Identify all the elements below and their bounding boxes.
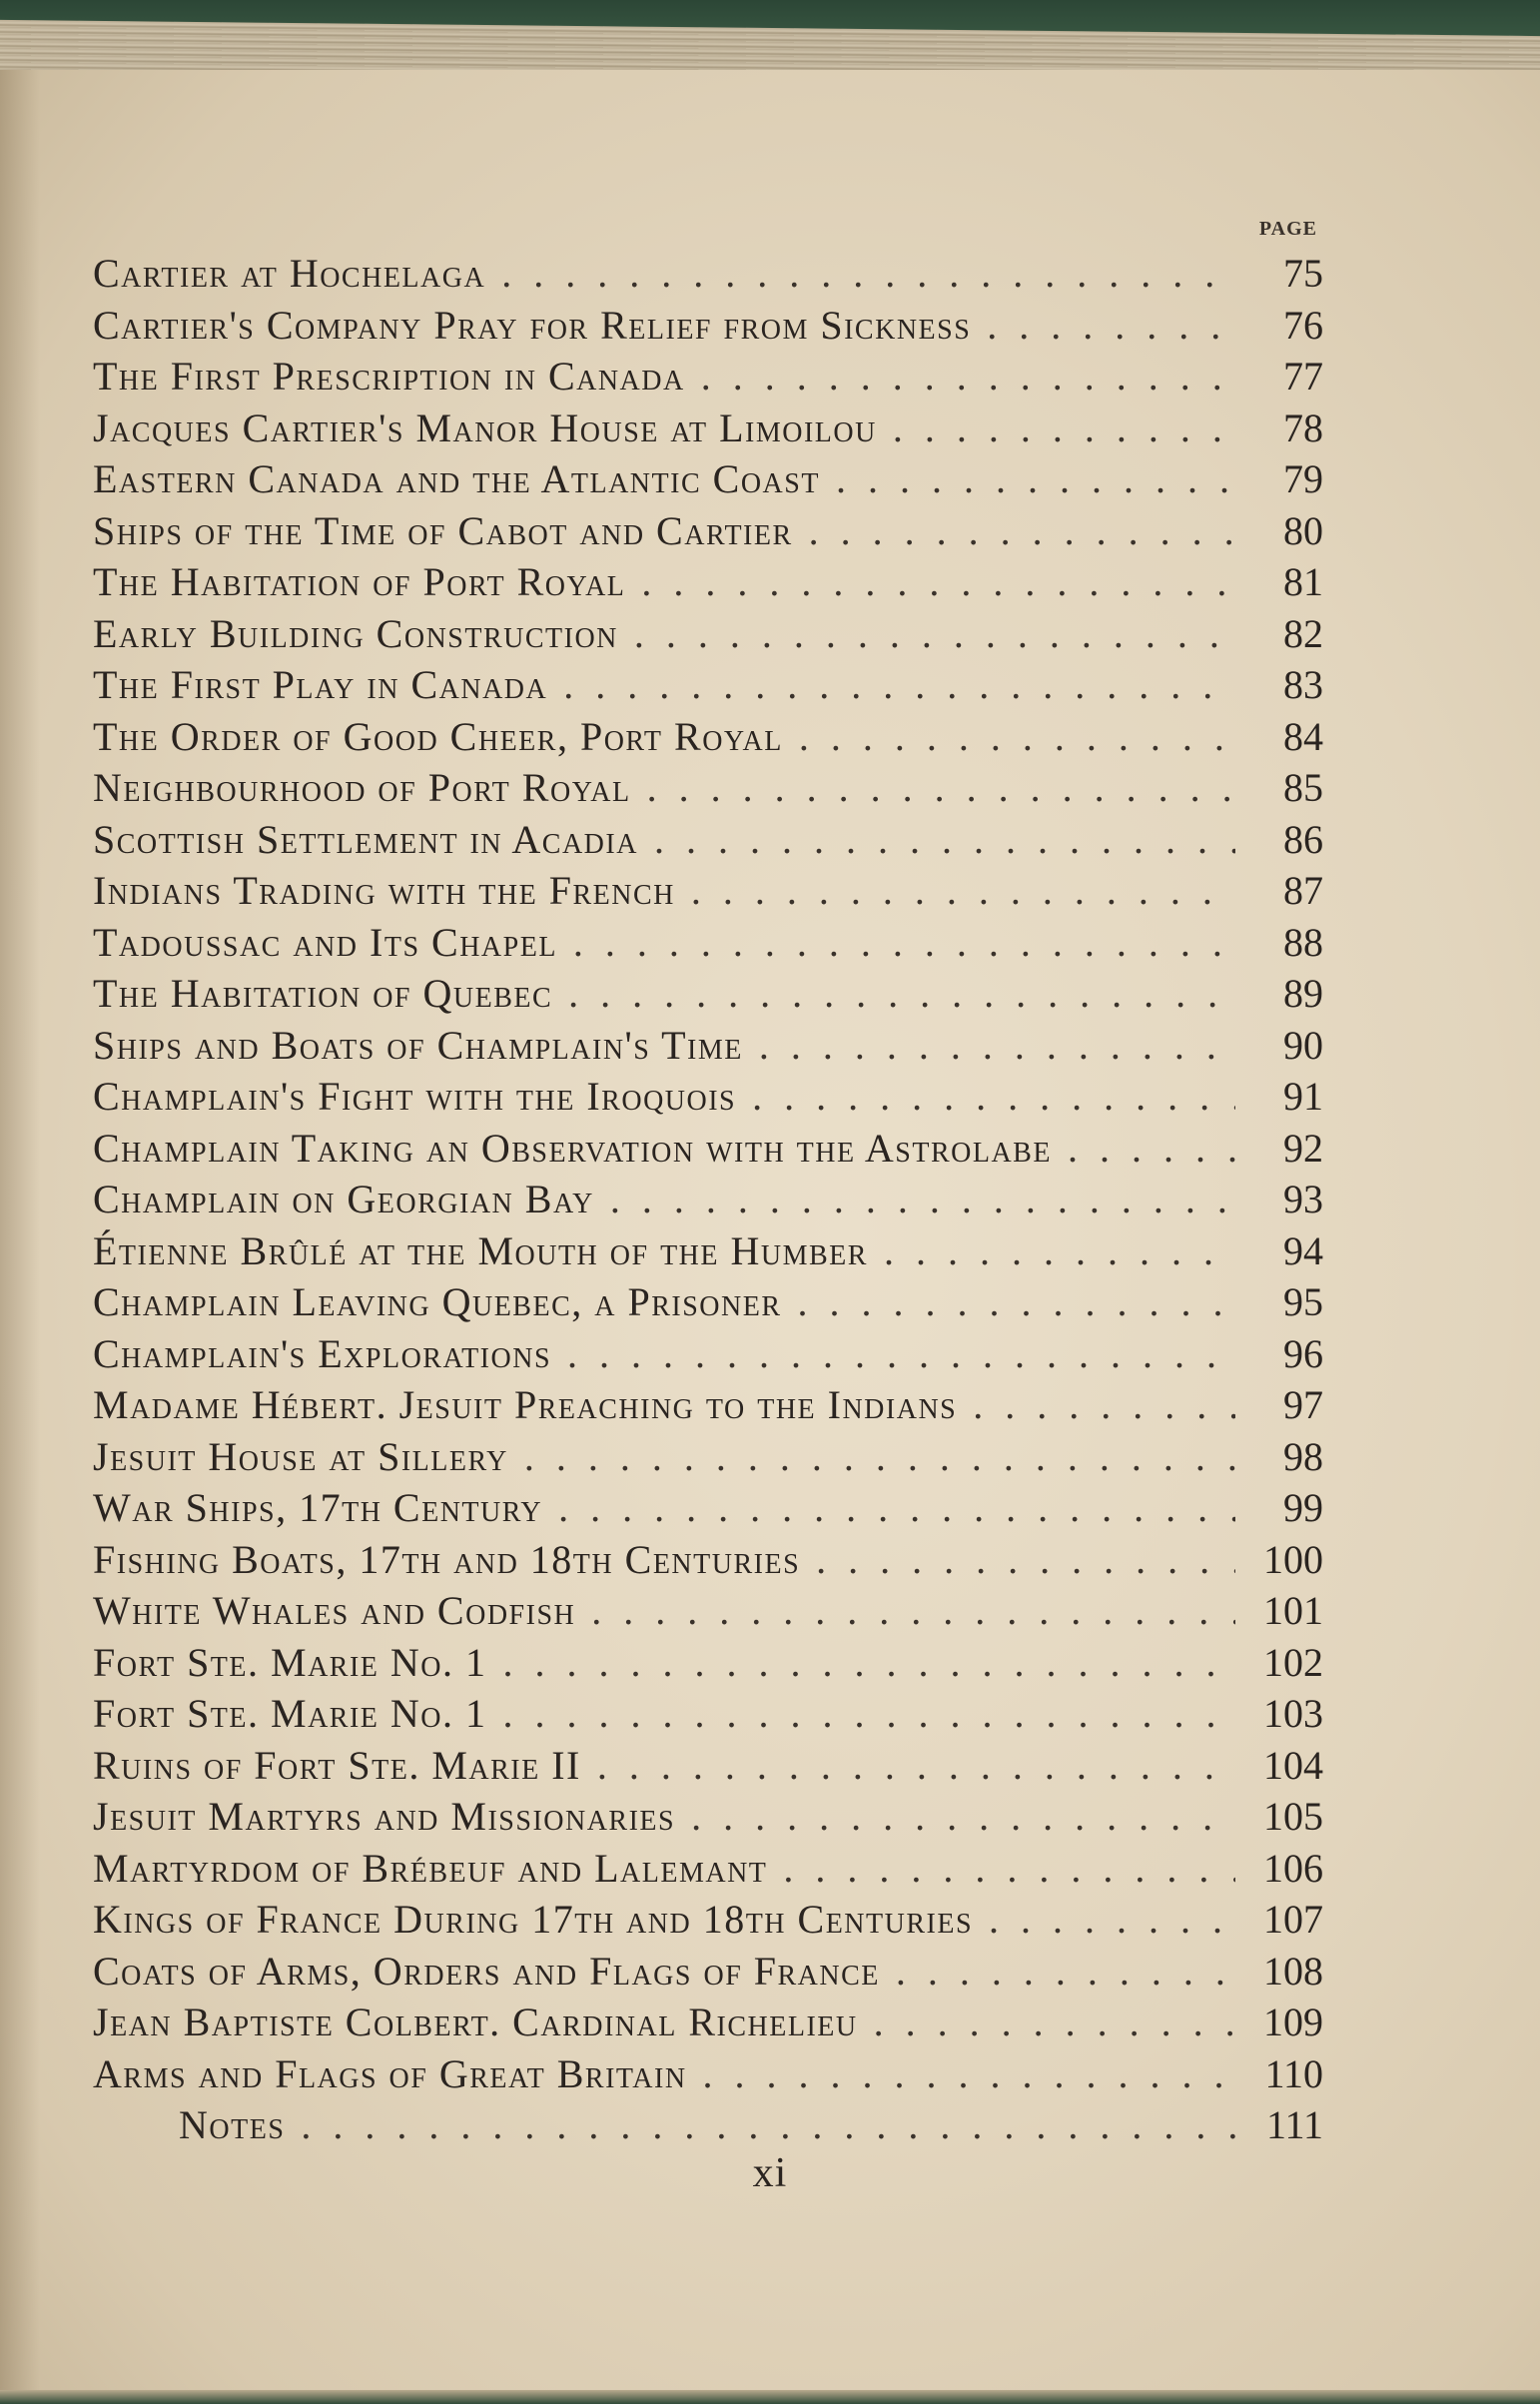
entry-page-number: 95 <box>1283 1279 1323 1324</box>
dot-leader <box>641 556 1235 608</box>
dot-leader <box>1068 1123 1235 1175</box>
dot-leader <box>973 1379 1235 1431</box>
dot-leader <box>799 711 1235 763</box>
entry-title: Arms and Flags of Great Britain <box>93 2050 687 2096</box>
dot-leader <box>573 917 1235 969</box>
entry-title: Indians Trading with the French <box>93 868 675 913</box>
entry-page-number: 90 <box>1283 1022 1323 1068</box>
toc-entry <box>93 402 1323 454</box>
entry-title: Jacques Cartier's Manor House at Limoilou <box>93 404 877 450</box>
dot-leader <box>567 1328 1235 1380</box>
entry-title: The First Play in Canada <box>93 662 548 707</box>
entry-title: Scottish Settlement in Acadia <box>93 816 638 862</box>
toc-entry <box>93 1020 1323 1072</box>
toc-entry <box>93 300 1323 352</box>
entry-page-number: 103 <box>1263 1691 1323 1736</box>
entry-title: Ruins of Fort Ste. Marie II <box>93 1742 581 1788</box>
toc-entry <box>93 556 1323 608</box>
entry-page-number: 83 <box>1283 662 1323 707</box>
dot-leader <box>558 1482 1235 1534</box>
entry-title: The Habitation of Quebec <box>93 971 553 1016</box>
toc-entry <box>93 1843 1323 1895</box>
book-bottom-edge <box>0 2390 1540 2404</box>
dot-leader <box>896 1946 1235 1998</box>
entry-title: Jean Baptiste Colbert. Cardinal Richelieu <box>93 2000 858 2044</box>
toc-entry <box>93 814 1323 866</box>
entry-title: The First Prescription in Canada <box>93 354 685 399</box>
dot-leader <box>798 1276 1235 1328</box>
entry-title: Martyrdom of Brébeuf and Lalemant <box>93 1845 768 1891</box>
toc-entry <box>93 865 1323 917</box>
entry-title: Champlain's Fight with the Iroquois <box>93 1074 737 1119</box>
entry-page-number: 105 <box>1263 1794 1323 1839</box>
page-column-header: PAGE <box>1258 218 1317 240</box>
toc-entry <box>93 1534 1323 1586</box>
toc-entry <box>93 453 1323 505</box>
toc-entry <box>93 1123 1323 1175</box>
dot-leader <box>563 659 1235 711</box>
entry-title: Champlain on Georgian Bay <box>93 1177 594 1221</box>
toc-entry <box>93 2099 1323 2151</box>
entry-title: Kings of France During 17th and 18th Centuries <box>93 1897 974 1942</box>
dot-leader <box>987 300 1235 352</box>
entry-page-number: 82 <box>1283 610 1323 656</box>
toc-entry <box>93 1379 1323 1431</box>
toc-entry <box>93 917 1323 969</box>
dot-leader <box>783 1843 1235 1895</box>
entry-page-number: 91 <box>1283 1074 1323 1119</box>
page-folio: xi <box>752 2150 788 2196</box>
entry-page-number: 78 <box>1283 404 1323 450</box>
dot-leader <box>893 402 1235 454</box>
entry-title: Early Building Construction <box>93 610 618 656</box>
gutter-shadow <box>0 70 40 2404</box>
entry-title: Ships and Boats of Champlain's Time <box>93 1022 743 1068</box>
toc-entry <box>93 1585 1323 1637</box>
entry-page-number: 77 <box>1283 354 1323 399</box>
toc-entry <box>93 1740 1323 1792</box>
dot-leader <box>503 1688 1235 1740</box>
toc-entry <box>93 1431 1323 1483</box>
dot-leader <box>524 1431 1235 1483</box>
entry-title: Jesuit House at Sillery <box>93 1433 508 1479</box>
entry-title: Fishing Boats, 17th and 18th Centuries <box>93 1536 801 1582</box>
toc-entry <box>93 1997 1323 2048</box>
toc-entry <box>93 608 1323 660</box>
toc-entry <box>93 1225 1323 1277</box>
entry-title: Fort Ste. Marie No. 1 <box>93 1639 487 1685</box>
dot-leader <box>301 2099 1235 2151</box>
dot-leader <box>503 1637 1235 1689</box>
entry-title: Madame Hébert. Jesuit Preaching to the Indians <box>93 1382 958 1427</box>
dot-leader <box>610 1174 1235 1225</box>
entry-page-number: 79 <box>1283 456 1323 501</box>
toc-entry <box>93 2048 1323 2100</box>
entry-page-number: 88 <box>1283 919 1323 965</box>
entry-page-number: 98 <box>1283 1433 1323 1479</box>
toc-entry <box>93 1791 1323 1843</box>
toc-entry <box>93 1071 1323 1123</box>
dot-leader <box>597 1740 1235 1792</box>
dot-leader <box>647 762 1235 814</box>
entry-page-number: 107 <box>1263 1897 1323 1942</box>
entry-page-number: 76 <box>1283 302 1323 348</box>
dot-leader <box>884 1225 1235 1277</box>
entry-title: Cartier at Hochelaga <box>93 251 486 296</box>
entry-page-number: 96 <box>1283 1330 1323 1376</box>
dot-leader <box>701 351 1235 402</box>
dot-leader <box>816 1534 1235 1586</box>
dot-leader <box>874 1997 1235 2048</box>
dot-leader <box>836 453 1235 505</box>
toc-entry <box>93 1276 1323 1328</box>
entry-page-number: 75 <box>1283 251 1323 296</box>
toc-entry <box>93 1482 1323 1534</box>
entry-title: Champlain Leaving Quebec, a Prisoner <box>93 1279 782 1324</box>
entry-page-number: 99 <box>1283 1485 1323 1530</box>
entry-title: Champlain's Explorations <box>93 1330 552 1376</box>
toc-entries <box>93 248 1323 2151</box>
entry-page-number: 104 <box>1263 1742 1323 1788</box>
entry-page-number: 108 <box>1263 1948 1323 1994</box>
dot-leader <box>501 248 1235 300</box>
entry-title: White Whales and Codfish <box>93 1588 576 1633</box>
entry-page-number: 101 <box>1263 1588 1323 1633</box>
entry-title: Jesuit Martyrs and Missionaries <box>93 1794 676 1839</box>
entry-title: Ships of the Time of Cabot and Cartier <box>93 507 793 553</box>
dot-leader <box>568 968 1235 1020</box>
entry-page-number: 94 <box>1283 1227 1323 1273</box>
entry-page-number: 93 <box>1283 1177 1323 1221</box>
toc-entry <box>93 1637 1323 1689</box>
toc-entry <box>93 659 1323 711</box>
toc-entry <box>93 762 1323 814</box>
entry-title: The Habitation of Port Royal <box>93 559 626 604</box>
toc-entry <box>93 505 1323 557</box>
dot-leader <box>634 608 1235 660</box>
entry-title: Notes <box>179 2102 286 2147</box>
dot-leader <box>654 814 1235 866</box>
toc-entry <box>93 1946 1323 1998</box>
entry-page-number: 111 <box>1265 2102 1323 2147</box>
entry-page-number: 102 <box>1263 1639 1323 1685</box>
dot-leader <box>703 2048 1235 2100</box>
toc-entry <box>93 1688 1323 1740</box>
entry-title: The Order of Good Cheer, Port Royal <box>93 713 783 759</box>
toc-entry <box>93 248 1323 300</box>
entry-page-number: 81 <box>1283 559 1323 604</box>
entry-page-number: 109 <box>1263 2000 1323 2044</box>
toc-entry <box>93 351 1323 402</box>
entry-page-number: 100 <box>1263 1536 1323 1582</box>
entry-page-number: 85 <box>1283 765 1323 810</box>
entry-title: Fort Ste. Marie No. 1 <box>93 1691 487 1736</box>
entry-page-number: 106 <box>1263 1845 1323 1891</box>
dot-leader <box>691 1791 1235 1843</box>
entry-page-number: 84 <box>1283 713 1323 759</box>
list-of-illustrations <box>93 218 1323 2151</box>
entry-title: Coats of Arms, Orders and Flags of France <box>93 1948 880 1994</box>
toc-entry <box>93 968 1323 1020</box>
toc-entry <box>93 711 1323 763</box>
dot-leader <box>989 1894 1235 1946</box>
toc-entry <box>93 1894 1323 1946</box>
entry-title: Champlain Taking an Observation with the Astrolabe <box>93 1125 1052 1171</box>
entry-title: Eastern Canada and the Atlantic Coast <box>93 456 820 501</box>
entry-page-number: 86 <box>1283 816 1323 862</box>
dot-leader <box>809 505 1235 557</box>
entry-page-number: 87 <box>1283 868 1323 913</box>
toc-entry <box>93 1174 1323 1225</box>
entry-page-number: 92 <box>1283 1125 1323 1171</box>
dot-leader <box>759 1020 1235 1072</box>
dot-leader <box>591 1585 1235 1637</box>
entry-page-number: 110 <box>1264 2050 1323 2096</box>
entry-page-number: 80 <box>1283 507 1323 553</box>
dot-leader <box>691 865 1235 917</box>
dot-leader <box>752 1071 1235 1123</box>
entry-page-number: 89 <box>1283 971 1323 1016</box>
entry-title: War Ships, 17th Century <box>93 1485 543 1530</box>
entry-title: Étienne Brûlé at the Mouth of the Humber <box>93 1227 868 1273</box>
entry-title: Neighbourhood of Port Royal <box>93 765 631 810</box>
toc-entry <box>93 1328 1323 1380</box>
entry-page-number: 97 <box>1283 1382 1323 1427</box>
entry-title: Tadoussac and Its Chapel <box>93 919 557 965</box>
entry-title: Cartier's Company Pray for Relief from Sickness <box>93 302 972 348</box>
